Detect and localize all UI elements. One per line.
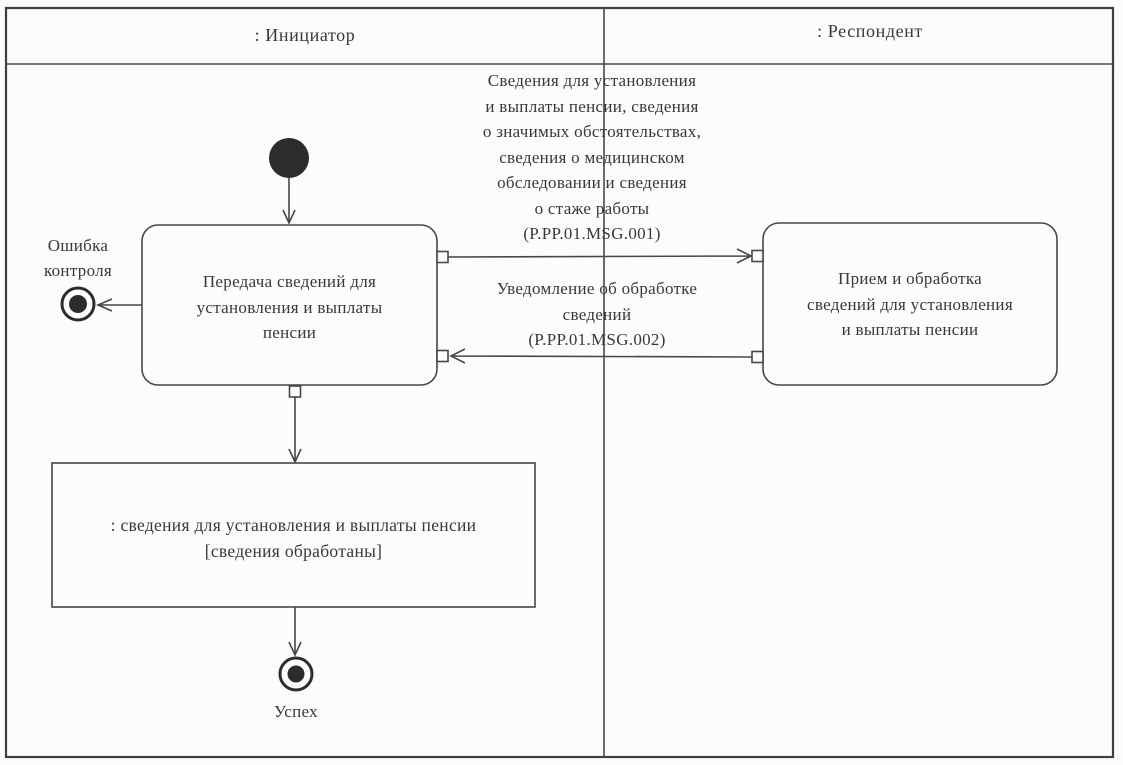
pin-receive-in <box>752 251 763 262</box>
arrow-transfer-to-object <box>289 397 301 462</box>
pin-transfer-out <box>437 252 448 263</box>
success-final-label: Успех <box>274 702 318 721</box>
error-final-node-core <box>69 295 87 313</box>
success-final-node-core <box>288 666 305 683</box>
message-line: обследовании и сведения <box>497 173 687 192</box>
pin-transfer-bottom <box>290 386 301 397</box>
pin-transfer-in <box>437 351 448 362</box>
object-line: [сведения обработаны] <box>204 540 383 561</box>
transfer-activity-label <box>150 269 429 346</box>
object-line: : сведения для установления и выплаты пенсии <box>110 515 477 535</box>
activity-line: Прием и обработка <box>838 269 982 288</box>
arrow-transfer-to-error <box>98 299 142 311</box>
message-001-label <box>417 68 767 247</box>
activity-line: установления и выплаты <box>196 297 383 317</box>
error-final-label <box>17 233 139 283</box>
arrow-initial-to-transfer <box>283 178 295 223</box>
pin-receive-out <box>752 352 763 363</box>
message-line: сведения о медицинском <box>499 147 685 167</box>
activity-line: сведений для установления <box>807 294 1013 314</box>
message-line: о стаже работы <box>534 198 650 218</box>
message-line: (P.PP.01.MSG.001) <box>523 224 661 243</box>
message-002-label <box>457 276 737 353</box>
activity-line: пенсии <box>262 323 317 342</box>
activity-line: и выплаты пенсии <box>841 320 979 339</box>
message-line: (P.PP.01.MSG.002) <box>528 330 666 349</box>
arrow-object-to-success <box>289 607 301 655</box>
lane-title-initiator: : Инициатор <box>254 25 356 45</box>
receive-activity-label <box>771 266 1049 343</box>
message-line: о значимых обстоятельствах, <box>482 122 702 141</box>
activity-line: Передача сведений для <box>202 272 377 291</box>
object-node-label <box>60 513 527 564</box>
initial-node <box>269 138 309 178</box>
message-line: Сведения для установления <box>487 71 697 90</box>
arrow-msg-001 <box>448 249 751 263</box>
lane-title-respondent: : Респондент <box>817 21 923 41</box>
message-line: сведений <box>562 304 632 324</box>
error-label-line: Ошибка <box>47 236 109 255</box>
error-label-line: контроля <box>43 261 113 280</box>
message-line: и выплаты пенсии, сведения <box>485 96 699 116</box>
message-line: Уведомление об обработке <box>496 279 698 298</box>
